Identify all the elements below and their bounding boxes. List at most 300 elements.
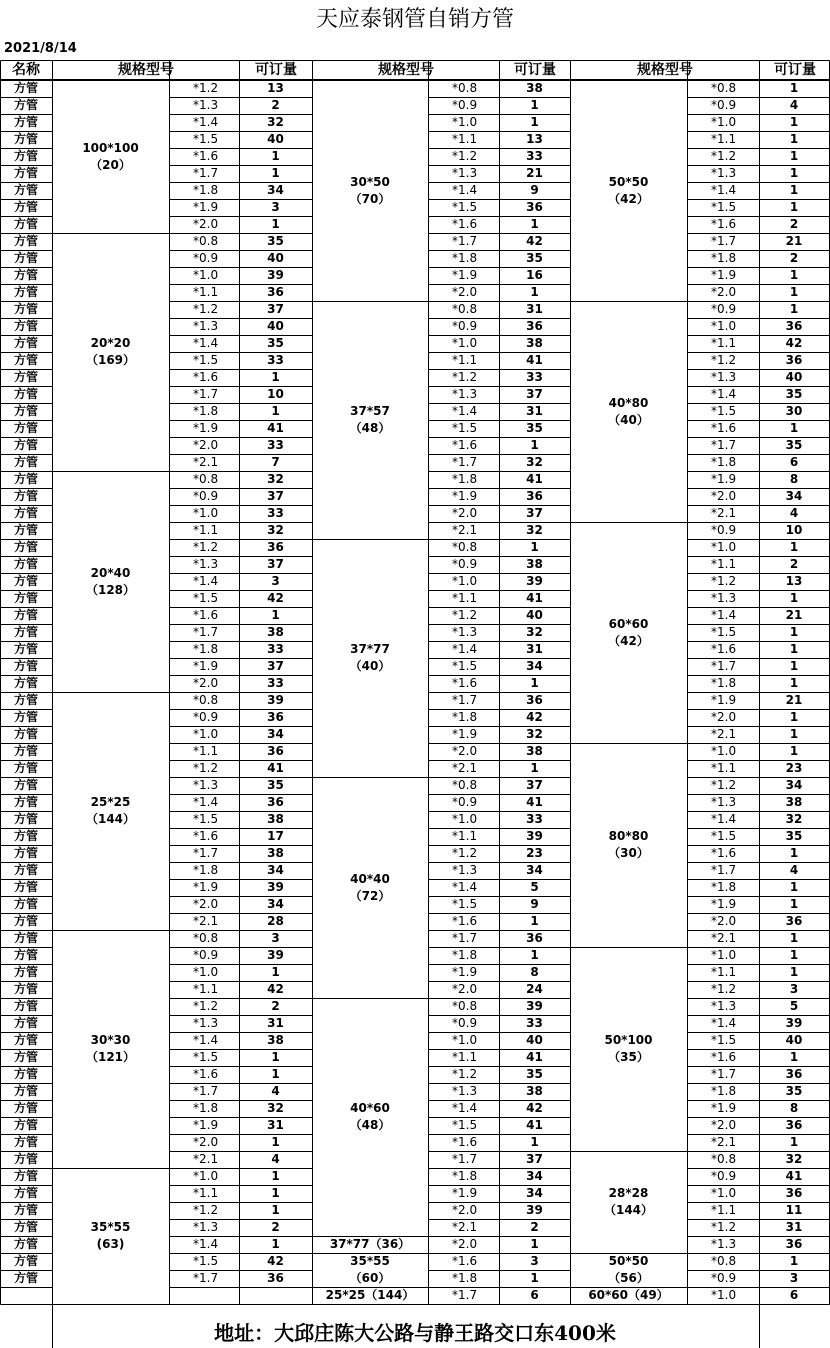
spec-thickness: *1.7 (452, 1288, 478, 1302)
spec-thickness: *0.9 (193, 251, 219, 265)
spec-thickness: *2.0 (711, 710, 737, 724)
quantity: 1 (271, 217, 280, 231)
spec-thickness: *1.8 (452, 1169, 478, 1183)
spec-thickness: *1.7 (711, 659, 737, 673)
quantity: 41 (526, 795, 543, 809)
header-qty-2: 可订量 (514, 62, 556, 78)
quantity: 38 (526, 1084, 543, 1098)
spec-thickness: *1.4 (711, 183, 737, 197)
quantity: 1 (271, 608, 280, 622)
spec-thickness: *1.4 (711, 608, 737, 622)
quantity: 28 (267, 914, 284, 928)
quantity: 1 (789, 1135, 799, 1149)
quantity: 39 (267, 268, 284, 282)
spec-thickness: *0.9 (193, 489, 219, 503)
spec-thickness: *2.1 (711, 727, 737, 741)
quantity: 21 (785, 234, 803, 248)
spec-size: 30*50 (350, 174, 390, 189)
spec-thickness: *1.2 (711, 1220, 737, 1234)
quantity: 32 (526, 625, 543, 639)
quantity: 34 (267, 863, 284, 877)
quantity: 35 (267, 778, 284, 792)
spec-thickness: *1.4 (711, 1016, 737, 1030)
spec-group-3 (570, 1151, 687, 1253)
quantity: 31 (267, 1016, 284, 1030)
spec-thickness: *1.6 (711, 217, 737, 231)
quantity: 39 (526, 574, 543, 588)
quantity: 41 (526, 591, 543, 605)
row-name: 方管 (13, 710, 38, 724)
quantity: 6 (789, 1288, 799, 1302)
quantity: 2 (271, 1220, 280, 1234)
quantity: 1 (530, 761, 539, 775)
quantity: 38 (267, 625, 284, 639)
spec-thickness: *2.0 (711, 489, 737, 503)
quantity: 4 (271, 1152, 280, 1166)
quantity: 1 (789, 642, 799, 656)
spec-thickness: *1.5 (711, 625, 737, 639)
quantity: 5 (530, 880, 539, 894)
quantity: 3 (789, 982, 799, 996)
quantity: 24 (526, 982, 543, 996)
spec-size: 50*50 (608, 1254, 649, 1268)
spec-thickness: *1.5 (193, 1254, 219, 1268)
spec-thickness: *1.0 (452, 1033, 478, 1047)
row-name: 方管 (13, 200, 38, 214)
quantity: 40 (267, 132, 284, 146)
spec-thickness: *1.5 (711, 1033, 737, 1047)
spec-thickness: *1.3 (711, 370, 737, 384)
spec-thickness: *1.9 (452, 965, 478, 979)
spec-size: 20*40 (90, 565, 131, 580)
spec-group-2 (312, 539, 428, 777)
quantity: 3 (271, 931, 280, 945)
row-name: 方管 (13, 1118, 38, 1132)
spec-thickness: *1.2 (193, 999, 219, 1013)
quantity: 1 (530, 98, 539, 112)
quantity: 34 (785, 778, 803, 792)
spec-thickness: *1.4 (711, 387, 737, 401)
quantity: 1 (789, 965, 799, 979)
row-name: 方管 (13, 455, 38, 469)
quantity: 36 (267, 1271, 284, 1285)
spec-thickness: *1.3 (452, 1084, 478, 1098)
row-name: 方管 (13, 693, 38, 707)
spec-thickness: *1.0 (452, 336, 478, 350)
quantity: 35 (526, 421, 543, 435)
spec-count: （48） (349, 1118, 391, 1132)
quantity: 40 (785, 1033, 803, 1047)
spec-group-2 (312, 1253, 428, 1287)
row-name: 方管 (13, 234, 38, 248)
spec-thickness: *1.8 (452, 710, 478, 724)
row-name: 方管 (13, 727, 38, 741)
quantity: 38 (267, 1033, 284, 1047)
row-name: 方管 (13, 421, 38, 435)
row-name: 方管 (13, 574, 38, 588)
spec-thickness: *1.1 (711, 761, 737, 775)
quantity: 36 (526, 489, 543, 503)
spec-thickness: *1.3 (452, 166, 478, 180)
spec-count: （42） (608, 191, 649, 206)
row-name: 方管 (13, 948, 38, 962)
spec-thickness: *1.0 (193, 1169, 219, 1183)
row-name: 方管 (13, 1016, 38, 1030)
spec-size: 35*55 (350, 1254, 390, 1268)
spec-thickness: *1.9 (452, 268, 478, 282)
spec-thickness: *1.5 (452, 421, 478, 435)
quantity: 41 (785, 1169, 803, 1183)
quantity: 32 (526, 727, 543, 741)
quantity: 1 (789, 710, 799, 724)
spec-thickness: *0.8 (711, 1254, 737, 1268)
quantity: 6 (789, 455, 799, 469)
quantity: 4 (789, 98, 799, 112)
row-name: 方管 (13, 931, 38, 945)
spec-thickness: *1.9 (193, 200, 219, 214)
quantity: 1 (530, 438, 539, 452)
spec-size: 50*100 (604, 1033, 653, 1047)
spec-thickness: *1.6 (711, 421, 737, 435)
quantity: 35 (526, 1067, 543, 1081)
spec-count: （144） (85, 812, 136, 826)
spec-thickness: *1.7 (193, 1271, 219, 1285)
row-name: 方管 (13, 1101, 38, 1115)
quantity: 8 (789, 1101, 799, 1115)
row-name: 方管 (13, 880, 38, 894)
quantity: 1 (789, 659, 799, 673)
quantity: 33 (267, 353, 284, 367)
spec-thickness: *1.1 (452, 829, 478, 843)
row-name: 方管 (13, 336, 38, 350)
row-name: 方管 (13, 676, 38, 690)
spec-size: 100*100 (82, 140, 139, 155)
spec-thickness: *1.2 (193, 761, 219, 775)
row-name: 方管 (13, 1084, 38, 1098)
row-name: 方管 (13, 557, 38, 571)
header-name: 名称 (12, 62, 40, 78)
quantity: 1 (271, 965, 280, 979)
quantity: 1 (789, 200, 799, 214)
row-name: 方管 (13, 761, 38, 775)
quantity: 34 (785, 489, 803, 503)
quantity: 2 (789, 557, 799, 571)
spec-thickness: *1.6 (193, 149, 219, 163)
quantity: 1 (271, 370, 280, 384)
quantity: 40 (526, 608, 543, 622)
spec-thickness: *1.0 (711, 1288, 737, 1302)
quantity: 1 (789, 115, 799, 129)
row-name: 方管 (13, 625, 38, 639)
spec-thickness: *0.8 (193, 234, 219, 248)
row-name: 方管 (13, 506, 38, 520)
quantity: 33 (526, 370, 543, 384)
spec-thickness: *1.7 (711, 438, 737, 452)
spec-thickness: *0.9 (452, 1016, 478, 1030)
quantity: 1 (789, 285, 799, 299)
spec-count: （35） (608, 1050, 649, 1064)
quantity: 40 (785, 370, 803, 384)
quantity: 33 (267, 642, 284, 656)
spec-size: 40*40 (350, 871, 390, 886)
spec-thickness: *2.0 (193, 1135, 219, 1149)
quantity: 1 (789, 149, 799, 163)
row-name: 方管 (13, 608, 38, 622)
spec-thickness: *1.6 (193, 608, 219, 622)
spec-thickness: *0.9 (711, 98, 737, 112)
spec-thickness: *0.8 (452, 302, 478, 316)
spec-thickness: *1.0 (452, 115, 478, 129)
spec-thickness: *1.5 (711, 829, 737, 843)
quantity: 8 (530, 965, 539, 979)
spec-group-2 (312, 777, 428, 998)
row-name: 方管 (13, 438, 38, 452)
row-name: 方管 (13, 387, 38, 401)
spec-thickness: *1.9 (193, 659, 219, 673)
quantity: 1 (789, 744, 799, 758)
quantity: 37 (526, 506, 543, 520)
quantity: 2 (271, 98, 280, 112)
quantity: 2 (789, 217, 799, 231)
quantity: 31 (267, 1118, 284, 1132)
quantity: 1 (271, 1237, 280, 1251)
quantity: 1 (789, 727, 799, 741)
quantity: 42 (267, 982, 284, 996)
quantity: 41 (526, 1118, 543, 1132)
quantity: 36 (267, 744, 284, 758)
spec-thickness: *1.5 (711, 404, 737, 418)
row-name: 方管 (13, 642, 38, 656)
spec-thickness: *1.8 (452, 251, 478, 265)
quantity: 1 (271, 404, 280, 418)
spec-thickness: *2.1 (452, 1220, 478, 1234)
spec-thickness: *1.3 (711, 795, 737, 809)
quantity: 10 (785, 523, 803, 537)
row-name: 方管 (13, 523, 38, 537)
spec-size: 25*25 (90, 795, 131, 809)
spec-thickness: *1.9 (193, 1118, 219, 1132)
quantity: 36 (785, 319, 803, 333)
spec-group-1 (52, 1168, 169, 1304)
row-name: 方管 (13, 98, 38, 112)
spec-thickness: *1.3 (452, 387, 478, 401)
quantity: 42 (267, 591, 284, 605)
spec-thickness: *1.6 (193, 1067, 219, 1081)
spec-thickness: *1.5 (452, 200, 478, 214)
row-name: 方管 (13, 1152, 38, 1166)
spec-group-1 (52, 930, 169, 1168)
quantity: 1 (530, 115, 539, 129)
spec-thickness: *1.4 (452, 1101, 478, 1115)
spec-thickness: *1.4 (452, 880, 478, 894)
spec-thickness: *1.2 (193, 540, 219, 554)
quantity: 17 (267, 829, 284, 843)
spec-thickness: *2.1 (193, 455, 219, 469)
spec-thickness: *1.3 (193, 557, 219, 571)
quantity: 42 (526, 1101, 543, 1115)
quantity: 41 (267, 421, 284, 435)
quantity: 1 (789, 931, 799, 945)
row-name: 方管 (13, 829, 38, 843)
quantity: 1 (530, 285, 539, 299)
spec-thickness: *2.1 (711, 931, 737, 945)
spec-thickness: *1.0 (711, 744, 737, 758)
quantity: 1 (789, 1050, 799, 1064)
spec-thickness: *0.9 (711, 1169, 737, 1183)
spec-thickness: *1.0 (711, 540, 737, 554)
spec-thickness: *1.3 (193, 1220, 219, 1234)
quantity: 5 (789, 999, 799, 1013)
spec-thickness: *0.9 (711, 523, 737, 537)
quantity: 1 (530, 1271, 539, 1285)
spec-group-3 (570, 301, 687, 522)
spec-thickness: *1.2 (711, 982, 737, 996)
row-name: 方管 (13, 1254, 38, 1268)
spec-thickness: *1.8 (711, 1084, 737, 1098)
row-name: 方管 (13, 1169, 38, 1183)
spec-thickness: *1.7 (452, 693, 478, 707)
quantity: 1 (789, 1254, 799, 1268)
quantity: 35 (267, 336, 284, 350)
quantity: 36 (785, 1067, 803, 1081)
row-name: 方管 (13, 863, 38, 877)
spec-thickness: *0.9 (193, 710, 219, 724)
quantity: 38 (526, 557, 543, 571)
spec-thickness: *1.7 (193, 1084, 219, 1098)
spec-count: （128） (85, 582, 136, 597)
quantity: 8 (789, 472, 799, 486)
row-name: 方管 (13, 1237, 38, 1251)
spec-thickness: *1.3 (711, 1237, 737, 1251)
quantity: 36 (267, 795, 284, 809)
spec-thickness: *0.9 (193, 948, 219, 962)
quantity: 32 (267, 115, 284, 129)
quantity: 1 (789, 81, 799, 95)
quantity: 31 (526, 404, 543, 418)
spec-thickness: *1.9 (711, 897, 737, 911)
spec-thickness: *1.4 (711, 812, 737, 826)
spec-group-1 (52, 80, 169, 233)
quantity: 32 (526, 455, 543, 469)
row-name: 方管 (13, 1033, 38, 1047)
spec-thickness: *1.1 (711, 1203, 737, 1217)
quantity: 33 (267, 676, 284, 690)
row-name: 方管 (13, 914, 38, 928)
row-name: 方管 (13, 982, 38, 996)
spec-thickness: *1.2 (452, 370, 478, 384)
spec-thickness: *0.8 (193, 931, 219, 945)
quantity: 35 (785, 829, 803, 843)
spec-thickness: *2.0 (452, 744, 478, 758)
row-name: 方管 (13, 149, 38, 163)
quantity: 41 (526, 353, 543, 367)
row-name: 方管 (13, 1203, 38, 1217)
spec-thickness: *1.1 (193, 982, 219, 996)
spec-thickness: *1.5 (711, 200, 737, 214)
quantity: 1 (271, 1169, 280, 1183)
spec-thickness: *1.6 (193, 370, 219, 384)
spec-thickness: *1.8 (193, 642, 219, 656)
quantity: 38 (267, 846, 284, 860)
quantity: 40 (267, 319, 284, 333)
quantity: 36 (785, 1186, 803, 1200)
quantity: 4 (271, 1084, 280, 1098)
spec-thickness: *2.1 (711, 506, 737, 520)
row-name: 方管 (13, 302, 38, 316)
spec-thickness: *1.1 (193, 523, 219, 537)
spec-thickness: *1.9 (452, 489, 478, 503)
quantity: 39 (267, 948, 284, 962)
spec-thickness: *2.1 (193, 1152, 219, 1166)
spec-group-3 (570, 743, 687, 947)
quantity: 1 (530, 1237, 539, 1251)
row-name: 方管 (13, 285, 38, 299)
spec-thickness: *1.1 (711, 336, 737, 350)
row-name: 方管 (13, 1271, 38, 1285)
spec-thickness: *1.8 (193, 183, 219, 197)
quantity: 2 (271, 999, 280, 1013)
spec-thickness: *1.6 (193, 829, 219, 843)
quantity: 36 (526, 319, 543, 333)
address: 地址：大邱庄陈大公路与静王路交口东400米 (214, 1321, 616, 1345)
spec-thickness: *0.9 (452, 319, 478, 333)
spec-thickness: *2.0 (711, 914, 737, 928)
spec-thickness: *1.6 (452, 438, 478, 452)
spec-size: 37*77 (350, 642, 390, 656)
spec-thickness: *1.9 (452, 727, 478, 741)
spec-thickness: *2.0 (711, 1118, 737, 1132)
quantity: 38 (785, 795, 803, 809)
spec-group-2 (312, 1287, 428, 1304)
spec-thickness: *1.9 (193, 880, 219, 894)
quantity: 34 (267, 727, 284, 741)
row-name: 方管 (13, 1220, 38, 1234)
spec-thickness: *1.7 (711, 863, 737, 877)
spec-thickness: *1.8 (711, 880, 737, 894)
spec-thickness: *1.5 (452, 659, 478, 673)
quantity: 35 (526, 251, 543, 265)
quantity: 41 (526, 472, 543, 486)
quantity: 1 (530, 1135, 539, 1149)
quantity: 1 (271, 1203, 280, 1217)
quantity: 37 (526, 387, 543, 401)
spec-thickness: *0.9 (452, 557, 478, 571)
row-name: 方管 (13, 472, 38, 486)
quantity: 37 (526, 778, 543, 792)
header-qty-3: 可订量 (774, 62, 816, 78)
spec-size: 25*25（144） (325, 1288, 415, 1302)
spec-thickness: *1.6 (452, 914, 478, 928)
row-name: 方管 (13, 897, 38, 911)
quantity: 1 (789, 540, 799, 554)
quantity: 16 (526, 268, 543, 282)
quantity: 9 (530, 897, 539, 911)
quantity: 37 (267, 557, 284, 571)
row-name: 方管 (13, 812, 38, 826)
spec-thickness: *2.0 (452, 982, 478, 996)
row-name: 方管 (13, 591, 38, 605)
spec-thickness: *0.8 (452, 540, 478, 554)
spec-size: 60*60 (608, 616, 649, 631)
quantity: 36 (267, 285, 284, 299)
quantity: 36 (785, 914, 803, 928)
spec-thickness: *1.0 (193, 268, 219, 282)
spec-thickness: *1.2 (452, 1067, 478, 1081)
spec-thickness: *0.9 (711, 1271, 737, 1285)
spec-thickness: *1.7 (452, 234, 478, 248)
spec-thickness: *1.2 (193, 302, 219, 316)
spec-count: （30） (608, 846, 649, 860)
